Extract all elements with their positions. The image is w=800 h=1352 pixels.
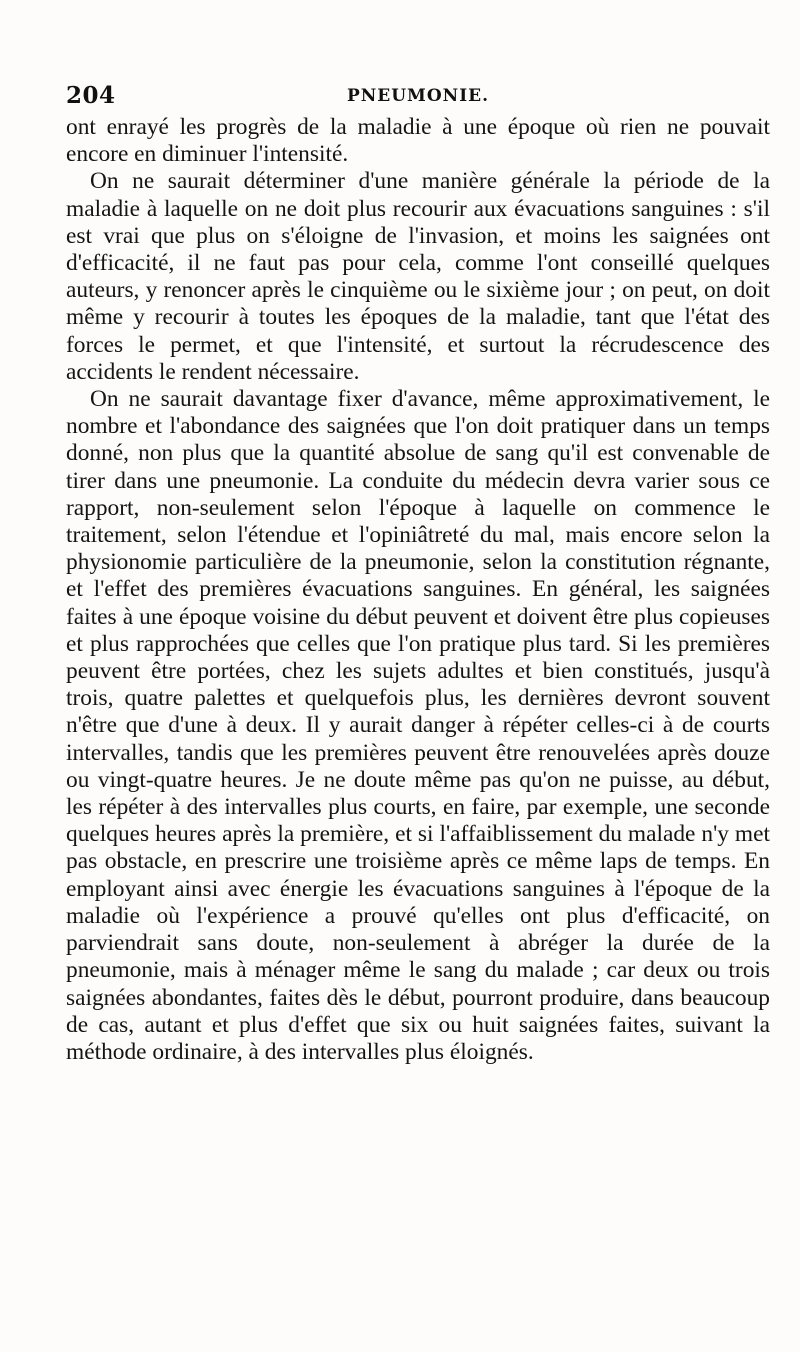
body-text [66, 114, 770, 1066]
paragraph-period-of-bleeding: On ne saurait déterminer d'une manière générale la période de la maladie à laquelle on ne doit plus recourir aux évacuations sanguines : s'il est vrai que plus on s'éloigne de l'invasion, et moins les saignées ont d'efficacité, il ne faut pas pour cela, comme l'ont conseillé quelques auteurs, y renoncer après le cinquième ou le sixième jour ; on peut, on doit même y recourir à toutes les époques de la maladie, tant que l'état des forces le permet, et que l'intensité, et surtout la récrudescence des accidents le rendent nécessaire. [66, 168, 770, 385]
running-head [66, 82, 770, 112]
page-number: 204 [66, 82, 116, 109]
paragraph-continuation: ont enrayé les progrès de la maladie à une époque où rien ne pouvait encore en diminuer l'intensité. [66, 114, 770, 168]
paragraph-number-of-bleedings: On ne saurait davantage fixer d'avance, même approximativement, le nombre et l'abondance des saignées que l'on doit pratiquer dans un temps donné, non plus que la quantité absolue de sang qu'il est convenable de tirer dans une pneumonie. La conduite du médecin devra varier sous ce rapport, non-seulement selon l'époque à laquelle on commence le traitement, selon l'étendue et l'opiniâtreté du mal, mais encore selon la physionomie particulière de la pneumonie, selon la constitution régnante, et l'effet des premières évacuations sanguines. En général, les saignées faites à une époque voisine du début peuvent et doivent être plus copieuses et plus rapprochées que celles que l'on pratique plus tard. Si les premières peuvent être portées, chez les sujets adultes et bien constitués, jusqu'à trois, quatre palettes et quelquefois plus, les dernières devront souvent n'être que d'une à deux. Il y aurait danger à répéter celles-ci à de courts intervalles, tandis que les premières peuvent être renouvelées après douze ou vingt-quatre heures. Je ne doute même pas qu'on ne puisse, au début, les répéter à des intervalles plus courts, en faire, par exemple, une seconde quelques heures après la première, et si l'affaiblissement du malade n'y met pas obstacle, en prescrire une troisième après ce même laps de temps. En employant ainsi avec énergie les évacuations sanguines à l'époque de la maladie où l'expérience a prouvé qu'elles ont plus d'efficacité, on parviendrait sans doute, non-seulement à abréger la durée de la pneumonie, mais à ménager même le sang du malade ; car deux ou trois saignées abondantes, faites dès le début, pourront produire, dans beaucoup de cas, autant et plus d'effet que six ou huit saignées faites, suivant la méthode ordinaire, à des intervalles plus éloignés. [66, 386, 770, 1065]
running-title: PNEUMONIE. [346, 86, 490, 106]
